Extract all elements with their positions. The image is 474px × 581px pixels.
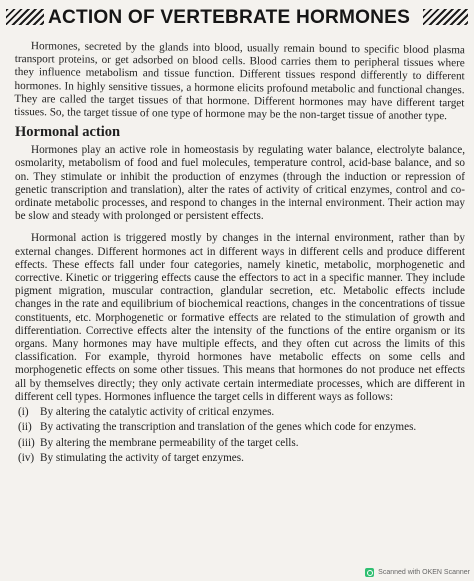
effects-list <box>15 405 465 466</box>
hormonal-action-paragraph: Hormones play an active role in homeostasis by regulating water balance, electrolyte balance, osmolarity, metabolism of food and fuel molecules, temperature control, acid-base balance, and so on. They stimulate or inhibit the production of enzymes (through the induction or repression of genetic transcription and translation), alter the rates of activity of critical enzymes, control and co-ordinate metabolic processes, and respond to changes in the internal environment. Their action may be slow and steady with prolonged or persistent effects. <box>15 144 465 223</box>
hormonal-trigger-paragraph: Hormonal action is triggered mostly by changes in the internal environment, rather than by external changes. Different hormones act in different ways in different cells and produce different effects. These effects fall under four categories, namely kinetic, metabolic, morphogenetic and corrective. Kinetic or triggering effects cause the effectors to act in a specific manner. They include pigment migration, muscular contraction, glandular secretion, etc. Metabolic effects include changes in the rate and equilibrium of biochemical reactions, changes in the concentrations of tissue constituents, etc. Morphogenetic or formative effects are related to the stimulation of growth and differentiation. Corrective effects alter the intensity of the functions of the entire organism or its organs. Many hormones may have multiple effects, and they often cut across the limits of this classification. For example, thyroid hormones have metabolic effects on some cells and morphogenetic effects on some other tissues. This means that hormones do not produce net effects all by themselves directly; they only activate certain intermediate processes, which are different in different cell types. Hormones influence the target cells in different ways as follows: <box>15 232 465 403</box>
list-item: (iv) By stimulating the activity of target enzymes. <box>18 451 244 464</box>
list-item: (i) By altering the catalytic activity of critical enzymes. <box>18 406 275 419</box>
title-banner <box>6 5 468 29</box>
scanner-watermark <box>365 568 470 577</box>
title-stripe-left <box>6 9 44 25</box>
page-title: ACTION OF VERTEBRATE HORMONES <box>48 5 411 28</box>
list-item: (ii) By activating the transcription and translation of the genes which code for enzymes. <box>18 421 417 434</box>
list-item: (iii) By altering the membrane permeability of the target cells. <box>18 436 299 449</box>
section-heading: Hormonal action <box>15 124 121 141</box>
intro-paragraph: Hormones, secreted by the glands into blood, usually remain bound to specific blood plasma transport proteins, or get adsorbed on blood cells. Blood carries them to peripheral tissues where they influence metabolism and tissue function. Different tissues respond differently to different hormones. In highly sensitive tissues, a hormone elicits profound metabolic and functional changes. They are called the target tissues of that hormone. Different hormones may have different target tissues. So, the target tissue of one type of hormone may be the non-target tissue of another type. <box>14 40 465 123</box>
document-body <box>15 40 465 466</box>
scanner-app-icon <box>365 568 374 577</box>
title-stripe-right <box>423 9 468 25</box>
watermark-text: Scanned with OKEN Scanner <box>378 569 470 576</box>
